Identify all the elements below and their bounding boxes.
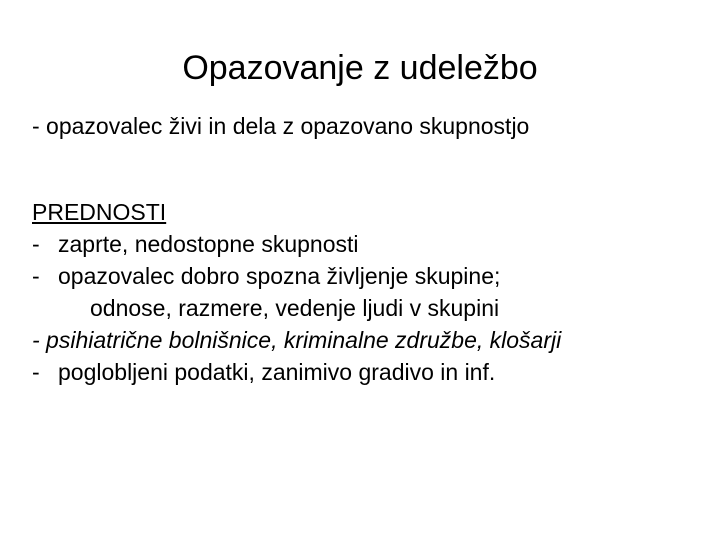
bullet-dash: - — [32, 359, 40, 385]
section-heading: PREDNOSTI — [32, 199, 167, 225]
list-item — [32, 260, 702, 292]
slide-subtitle: - opazovalec živi in dela z opazovano skupnostjo — [32, 113, 530, 139]
bullet-dash: - — [32, 263, 40, 289]
list-item-examples: - psihiatrične bolnišnice, kriminalne združbe, klošarji — [32, 327, 562, 353]
bullet-dash: - — [32, 231, 40, 257]
list-item-text: zaprte, nedostopne skupnosti — [58, 231, 359, 257]
list-item-continuation: odnose, razmere, vedenje ljudi v skupini — [90, 295, 500, 321]
slide-body — [32, 196, 702, 388]
list-item-text: poglobljeni podatki, zanimivo gradivo in inf. — [58, 359, 496, 385]
list-item-text: opazovalec dobro spozna življenje skupine; — [58, 263, 501, 289]
list-item — [32, 356, 702, 388]
list-item — [32, 228, 702, 260]
slide-title: Opazovanje z udeležbo — [182, 49, 538, 87]
